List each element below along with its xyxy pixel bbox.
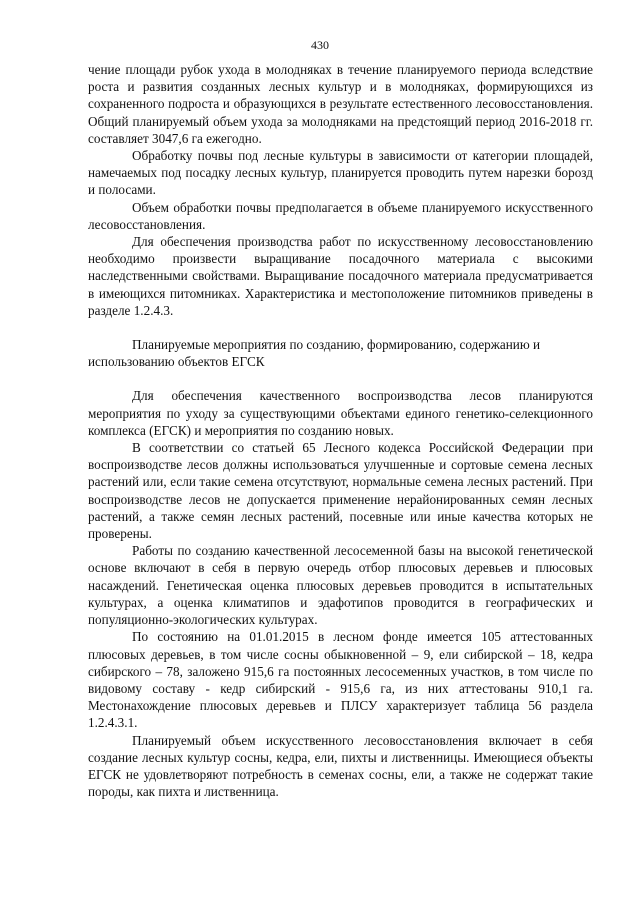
paragraph: Для обеспечения производства работ по искусственному лесовосстановлению необходимо произвести выращивание посадочного материала с высокими наследственными свойствами. Выращивание посадочного материала предусматривается в имеющихся питомниках. Характеристика и местоположение питомников приведены в разделе 1.2.4.3. [88, 234, 593, 318]
page-number: 430 [311, 38, 329, 52]
paragraph: По состоянию на 01.01.2015 в лесном фонде имеется 105 аттестованных плюсовых деревьев, в том числе сосны обыкновенной – 9, ели сибирской – 18, кедра сибирского – 78, заложено 915,6 га постоянных лесосеменных участков, в том числе по видовому составу - кедр сибирский - 915,6 га, из них аттестованы 910,1 га. Местонахождение плюсовых деревьев и ПЛСУ характеризует таблица 56 раздела 1.2.4.3.1. [88, 629, 593, 731]
paragraph: Работы по созданию качественной лесосеменной базы на высокой генетической основе включают в себя в первую очередь отбор плюсовых деревьев и плюсовых насаждений. Генетическая оценка плюсовых деревьев проводится в испытательных культурах, а оценка климатипов и эдафотипов проводится в географических и популяционно-экологических культурах. [88, 543, 593, 628]
paragraph: Обработку почвы под лесные культуры в зависимости от категории площадей, намечаемых под посадку лесных культур, планируется проводить путем нарезки борозд и полосами. [88, 148, 593, 198]
section-heading: Планируемые мероприятия по созданию, формированию, содержанию и использованию объектов ЕГСК [88, 337, 541, 370]
paragraph: Планируемый объем искусственного лесовосстановления включает в себя создание лесных культур сосны, кедра, ели, пихты и лиственницы. Имеющиеся объекты ЕГСК не удовлетворяют потребность в семенах сосны, ели, а также не содержат такие породы, как пихта и лиственница. [88, 732, 593, 800]
paragraph: чение площади рубок ухода в молодняках в течение планируемого периода вследствие роста и развития созданных лесных культур и в молодняках, формирующихся из сохраненного подроста и образующихся в результате естественного лесовосстановления. Общий планируемый объем ухода за молодняками на предстоящий период 2016-2018 гг. составляет 3047,6 га ежегодно. [88, 62, 593, 146]
paragraph: Объем обработки почвы предполагается в объеме планируемого искусственного лесовосстановления. [88, 199, 593, 232]
paragraph: Для обеспечения качественного воспроизводства лесов планируются мероприятия по уходу за существующими объектами единого генетико-селекционного комплекса (ЕГСК) и мероприятия по созданию новых. [88, 388, 593, 438]
document-body [88, 61, 593, 800]
paragraph: В соответствии со статьей 65 Лесного кодекса Российской Федерации при воспроизводстве лесов должны использоваться улучшенные и сортовые семена лесных растений или, если такие семена отсутствуют, нормальные семена лесных растений. При воспроизводстве лесов не допускается применение нерайонированных семян лесных растений, а также семян лесных растений, посевные или иные качества которых не проверены. [88, 440, 593, 542]
